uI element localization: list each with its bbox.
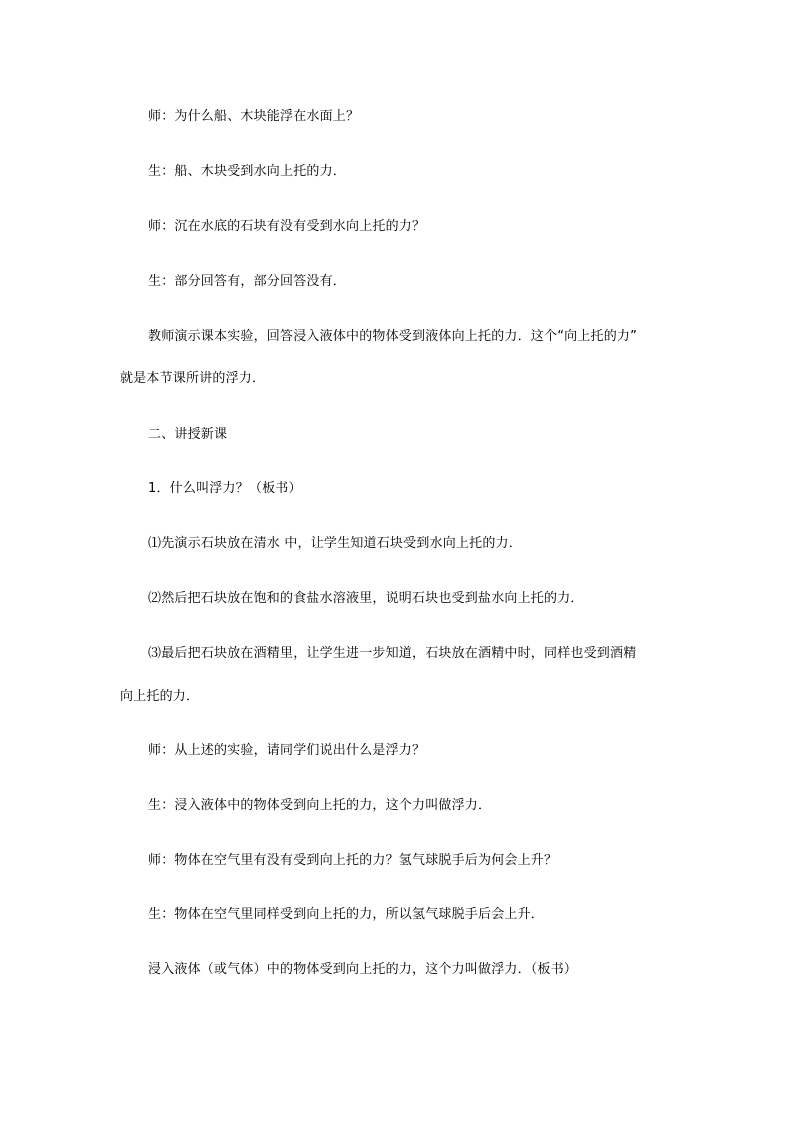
list-item: ⑶最后把石块放在酒精里，让学生进一步知道，石块放在酒精中时，同样也受到酒精 xyxy=(148,646,637,661)
list-item: ⑴先演示石块放在清水 中，让学生知道石块受到水向上托的力． xyxy=(148,536,522,551)
dialogue-line: 生：部分回答有，部分回答没有． xyxy=(148,274,347,289)
dialogue-line: 生：船、木块受到水向上托的力． xyxy=(148,164,347,179)
subsection-heading: 1．什么叫浮力？（板书） xyxy=(148,481,302,496)
dialogue-line: 师：从上述的实验，请同学们说出什么是浮力？ xyxy=(148,743,426,758)
dialogue-line: 生：浸入液体中的物体受到向上托的力，这个力叫做浮力． xyxy=(148,798,492,813)
paragraph-line: 教师演示课本实验，回答浸入液体中的物体受到液体向上托的力．这个“向上托的力” xyxy=(148,329,638,344)
section-heading: 二、讲授新课 xyxy=(148,427,228,442)
paragraph-line: 就是本节课所讲的浮力． xyxy=(120,371,266,386)
dialogue-line: 师：物体在空气里有没有受到向上托的力？氢气球脱手后为何会上升？ xyxy=(148,853,558,868)
dialogue-line: 师：沉在水底的石块有没有受到水向上托的力？ xyxy=(148,219,426,234)
dialogue-line: 师：为什么船、木块能浮在水面上？ xyxy=(148,109,360,124)
list-item-continuation: 向上托的力． xyxy=(120,689,200,704)
dialogue-line: 生：物体在空气里同样受到向上托的力，所以氢气球脱手后会上升． xyxy=(148,907,545,922)
list-item: ⑵然后把石块放在饱和的食盐水溶液里，说明石块也受到盐水向上托的力． xyxy=(148,591,584,606)
definition-line: 浸入液体（或气体）中的物体受到向上托的力，这个力叫做浮力．（板书） xyxy=(148,962,578,977)
